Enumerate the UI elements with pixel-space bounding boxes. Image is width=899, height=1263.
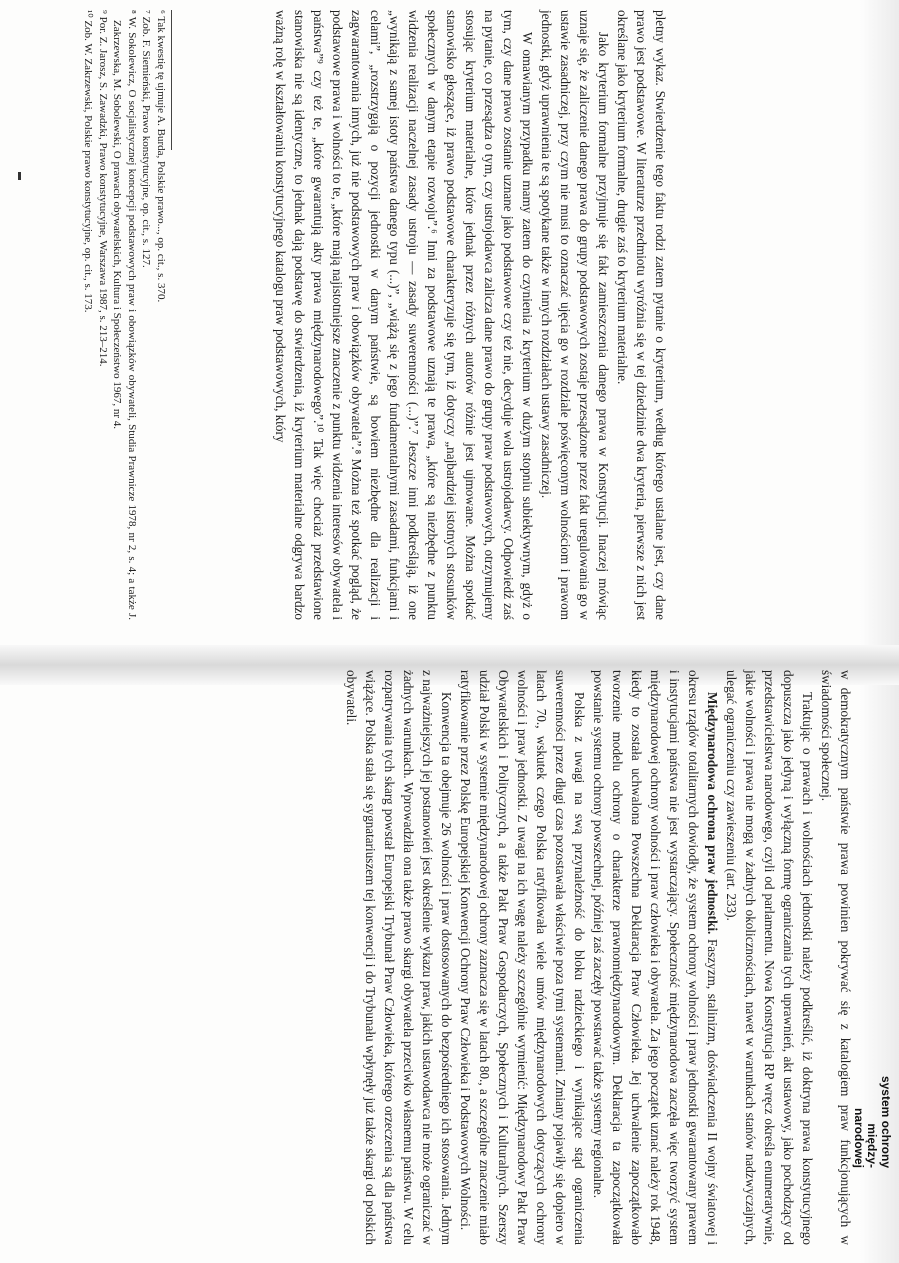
footnotes-section [80,10,172,620]
scan-mark [18,172,21,180]
paragraph: Polska z uwagi na swą przynależność do bloku radzieckiego i wynikające stąd ograniczenia suwerenności przez długi czas pozostawała właściwie poza tymi systemami. Zmiany pojawiły się dopiero w latach 70., wskutek czego Polska ratyfikowała wiele umów międzynarodowych dotyczących ochrony wolności i praw jednostki. Z uwagi na ich wagę należy szczególnie wymienić: Międzynarodowy Pakt Praw Obywatelskich i Politycznych, a także Pakt Praw Gospodarczych, Społecznych i Kulturalnych. Szerszy udział Polski w systemie międzynarodowej ochrony zaznacza się w latach 80., a szczególne znaczenie miało ratyfikowanie przez Polskę Europejskiej Konwencji Ochrony Praw Człowieka i Podstawowych Wolności. [458,670,587,1245]
footnote-separator [171,10,172,150]
paragraph: Traktując o prawach i wolnościach jednostki należy podkreślić, iż doktryna prawa konstytucyjnego dopuszcza jako jedyną i wyłączną formę ograniczania tych uprawnień, akt ustawowy, jako pochodzący od przedstawicielstwa narodowego, czyli od parlamentu. Nowa Konstytucja RP wręcz określa enumeratywnie, jakie wolności i prawa nie mogą w żadnych okolicznościach, nawet w warunkach stanów nadzwyczajnych, ulegać ograniczeniu czy zawieszeniu (art. 233). [724,670,815,1245]
paragraph: w demokratycznym państwie prawa powinien pokrywać się z katalogiem praw funkcjonujących w świadomości społecznej. [819,670,853,1245]
marginal-note [852,1038,893,1168]
paragraph: Jako kryterium formalne przyjmuje się fakt zamieszczenia danego prawa w Konstytucji. Inaczej mówiąc uznaje się, że zaliczenie danego prawa do grupy podstawowych zostaje przesądzone przez fakt uregulowania go w ustawie zasadniczej, przy czym nie musi to oznaczać ujęcia go w rozdziale poświęconym wolnościom i prawom jednostki, gdyż uprawnienia te są spotykane także w innych rozdziałach ustawy zasadniczej. [539,10,611,620]
footnote: ¹⁰ Zob. W. Zakrzewski, Polskie prawo konstytucyjne, op. cit., s. 173. [82,10,95,313]
footnote: ⁷ Zob. F. Siemieński, Prawo konstytucyjne, op. cit., s. 127. [140,10,153,268]
marginal-note-line: narodowej [852,1107,866,1168]
paragraph: W omawianym przypadku mamy zatem do czynienia z kryterium w dużym stopniu subiektywnym, gdyż o tym, czy dane prawo zostanie uznane jako podstawowe czy też nie, decyduje wola ustrojodawcy. Odpowiedź zaś na pytanie, co przesądza o tym, czy ustrojodawca zalicza dane prawo do grupy praw podstawowych, otrzymujemy stosując kryterium materialne, które jednak przez różnych autorów różnie jest ujmowane. Można spotkać stanowisko głoszące, iż prawo podstawowe charakteryzuje się tym, iż dotyczy „najbardziej istotnych stosunków społecznych w danym etapie rozwoju”.⁶ Inni za podstawowe uznają te prawa, „które są niezbędne z punktu widzenia realizacji naczelnej zasady ustroju — zasady suwerenności (...)”.⁷ Jeszcze inni podkreślają, iż one „wynikają z samej istoty państwa danego typu (...)”, „wiążą się z jego fundamentalnymi zasadami, funkcjami i celami”, „rozstrzygają o pozycji jednostki w danym państwie, są bowiem niezbędne dla realizacji i zagwarantowania innych, już nie podstawowych praw i obowiązków obywatela”.⁸ Można też spotkać pogląd, że podstawowe prawa i wolności to te, „które mają najistotniejsze znaczenie z punktu widzenia interesów obywatela i państwa”⁹ czy też te, „które gwarantują akty prawa międzynarodowego”.¹⁰ Tak więc chociaż przedstawione stanowiska nie są identyczne, to jednak dają podstawę do stwierdzenia, iż kryterium materialne odgrywa bardzo ważną rolę w kształtowaniu konstytucyjnego katalogu praw podstawowych, który [273,10,535,620]
footnote: ⁹ Por. Z. Jarosz, S. Zawadzki, Prawo konstytucyjne, Warszawa 1987, s. 213–214. [96,10,109,367]
lower-page-text-column [342,670,855,1245]
marginal-note-line: między- [865,1123,880,1168]
paragraph: pletny wykaz. Stwierdzenie tego faktu rodzi zatem pytanie o kryterium, według którego ustalane jest, czy dane prawo jest podstawowe. W literaturze przedmiotu wyróżnia się w tej dziedzinie dwa kryteria, pierwsze z nich jest określane jako kryterium formalne, drugie zaś to kryterium materialne. [615,10,668,620]
section-heading: Międzynarodowa ochrona praw jednostki. [705,692,720,935]
section-text: Faszyzm, stalinizm, doświadczenia II wojny światowej i okresu rządów totalitarnych dowiodły, że system ochrony wolności i praw jednostki gwarantowany prawem i instytucjami państwa nie jest wystarczający. Społeczność międzynarodowa zaczęła więc tworzyć system międzynarodowej ochrony wolności i praw człowieka i obywatela. Za jego początek uznać należy rok 1948, kiedy to została uchwalona Powszechna Deklaracja Praw Człowieka. Jej uchwalenie zapoczątkowało tworzenie modelu ochrony o charakterze prawnomiędzynarodowym. Deklaracja ta zapoczątkowała powstanie systemu ochrony powszechnej, później zaś zaczęły powstawać także systemy regionalne. [591,670,720,1245]
marginal-note-line: system ochrony [879,1075,893,1168]
paragraph: Konwencja ta obejmuje 26 wolności i praw dostosowanych do bezpośredniego ich stosowania. Jednym z najważniejszych jej postanowień jest określenie wykazu praw, jakich ustawodawca nie może ograniczać w żadnych warunkach. Wprowadziła ona także prawo skargi obywatela przeciwko własnemu państwu. W celu rozpatrywania tych skarg powstał Europejski Trybunał Praw Człowieka, którego orzeczenia są dla państwa wiążące. Polska stała się sygnatariuszem tej konwencji i do Trybunału wpłynęły już także skargi od polskich obywateli. [344,670,454,1245]
footnote: ⁶ Tak kwestię tę ujmuje A. Burda, Polskie prawo..., op. cit., s. 370. [155,10,167,303]
section-paragraph [589,670,722,1245]
upper-page-text-column [271,10,670,620]
footnote: ⁸ W. Sokolewicz, O socjalistycznej koncepcji podstawowych praw i obowiązków obywateli, Studia Prawnicze 1978, nr 2, s. 4; a także J. Zakrzewska, M. Sobolewski, O prawach obywatelskich, Kultura i Społeczeństwo 1967, nr 4. [111,10,138,620]
